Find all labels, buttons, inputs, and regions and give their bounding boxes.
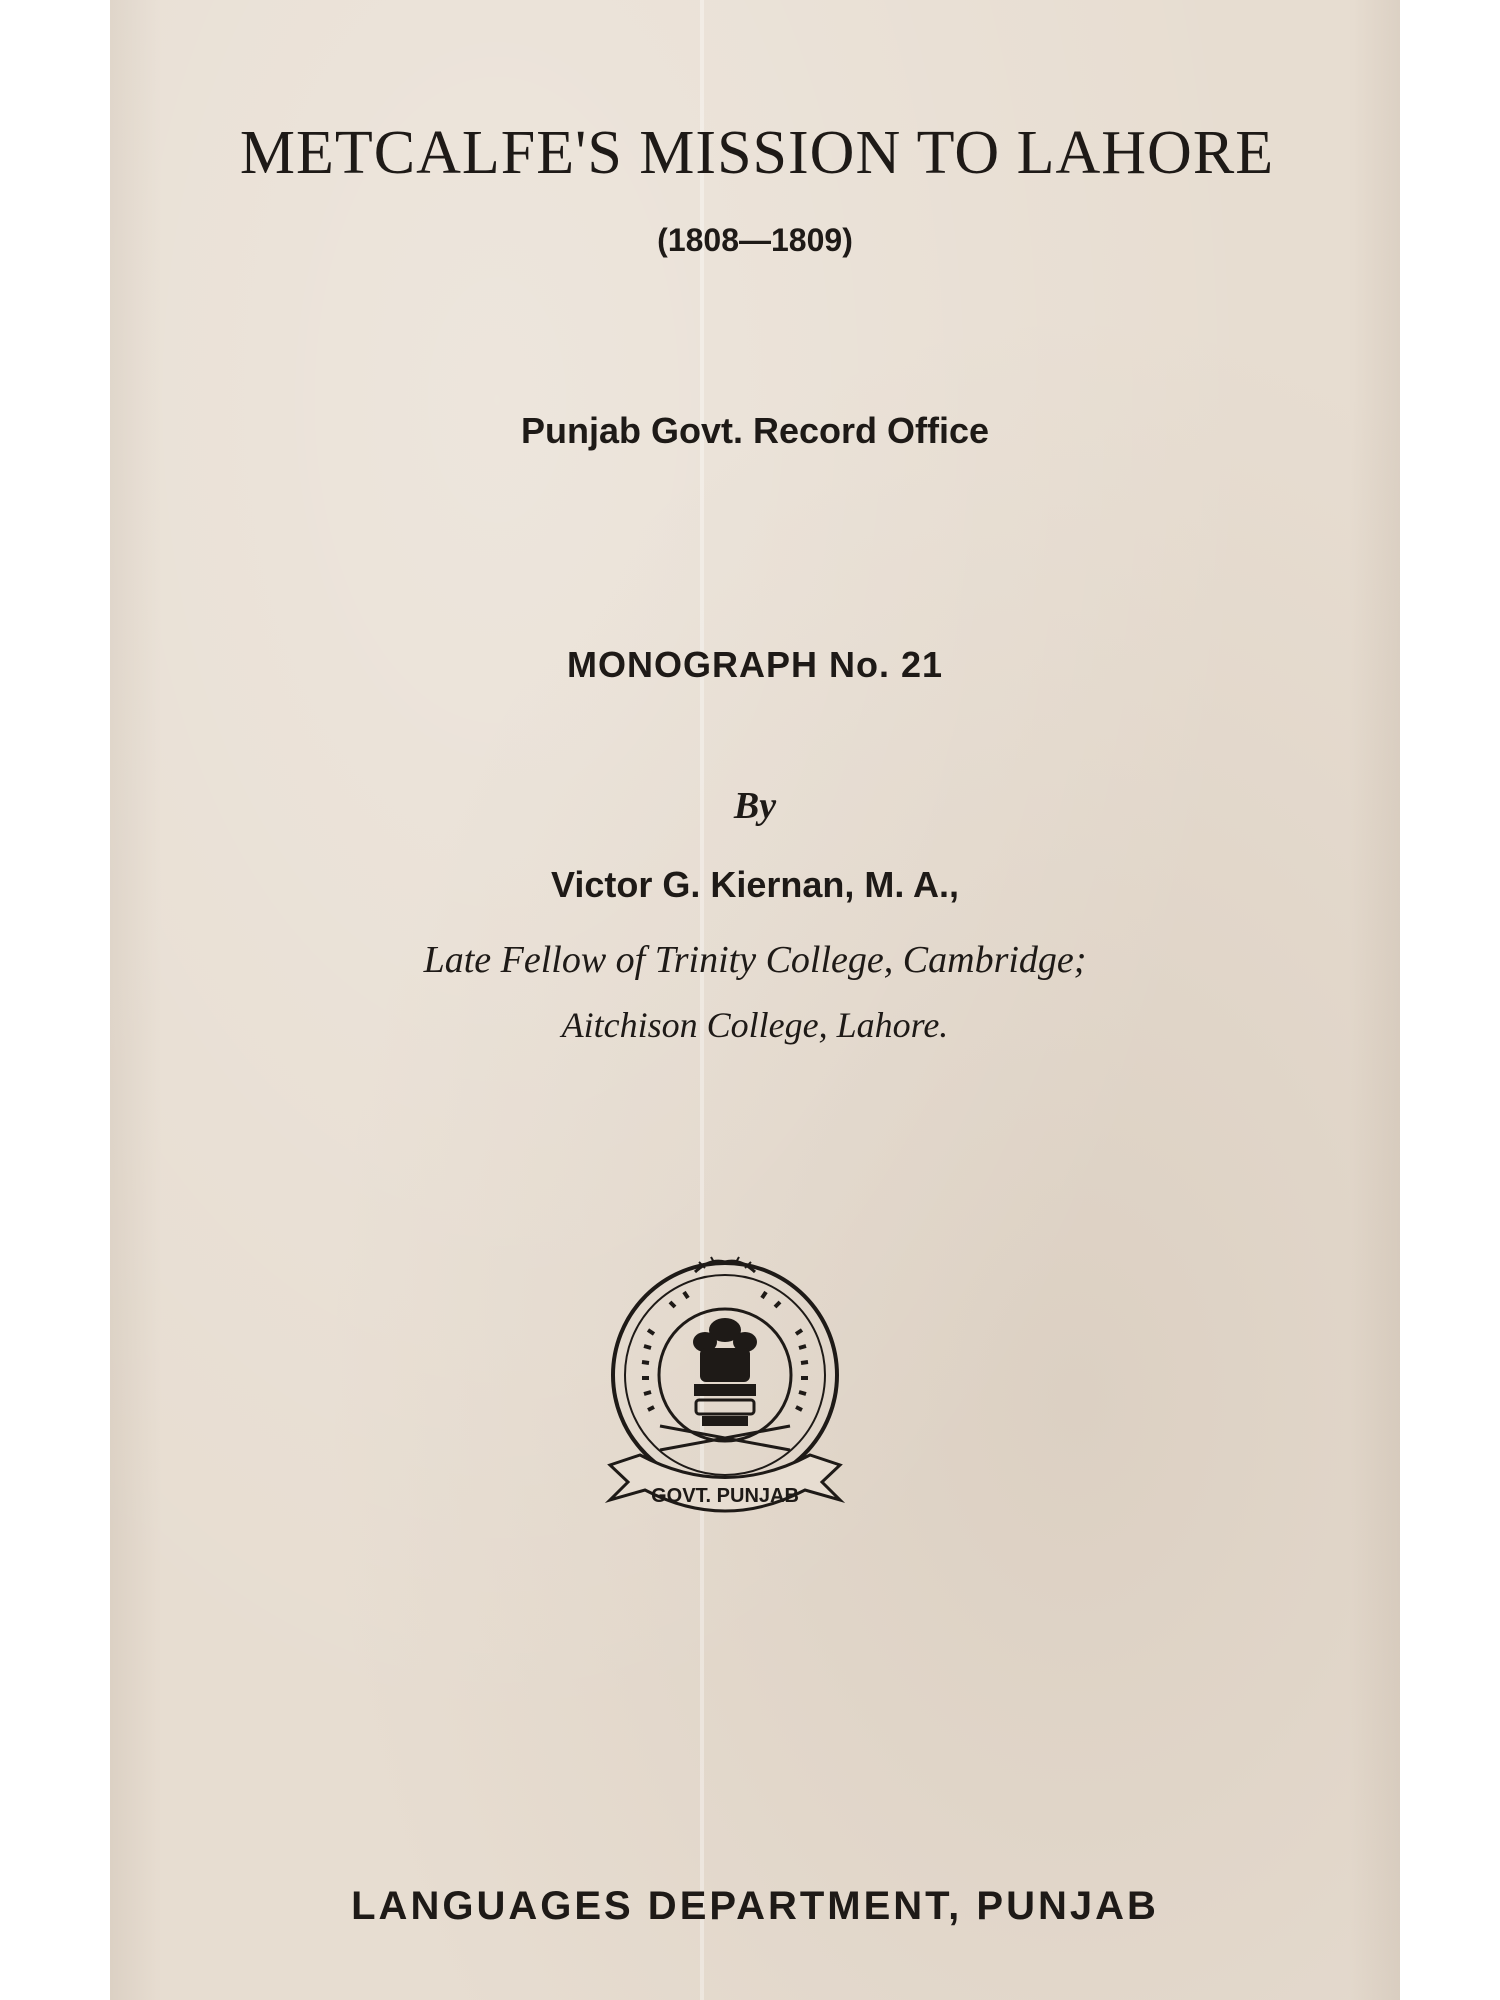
monograph-number: MONOGRAPH No. 21 bbox=[566, 644, 944, 685]
publisher-department: LANGUAGES DEPARTMENT, PUNJAB bbox=[351, 1884, 1159, 1928]
title-page bbox=[110, 0, 1400, 2000]
author-affiliation-2: Aitchison College, Lahore. bbox=[561, 1005, 949, 1045]
punjab-government-seal-icon bbox=[600, 1250, 850, 1540]
author-name: Victor G. Kiernan, M. A., bbox=[550, 864, 960, 905]
author-affiliation-1: Late Fellow of Trinity College, Cambridge; bbox=[423, 939, 1087, 981]
seal-ribbon-text: GOVT. PUNJAB bbox=[651, 1485, 799, 1507]
book-title: METCALFE'S MISSION TO LAHORE bbox=[239, 119, 1275, 187]
by-label: By bbox=[733, 785, 777, 827]
date-range: (1808—1809) bbox=[657, 222, 853, 258]
record-office: Punjab Govt. Record Office bbox=[520, 410, 990, 451]
page-fold-line bbox=[700, 0, 704, 2000]
